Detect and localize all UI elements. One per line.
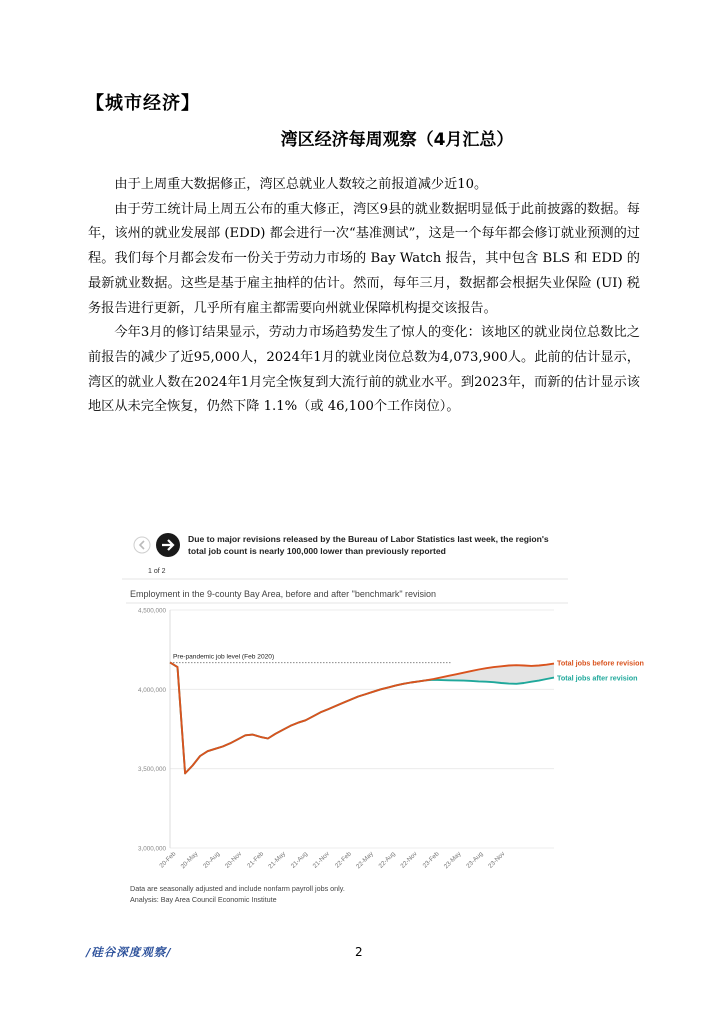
x-tick-label: 20-Feb [158,850,178,870]
page-number: 2 [355,945,363,959]
x-tick-label: 22-May [355,850,375,871]
x-tick-label: 20-Nov [223,850,244,870]
revision-gap-area [170,662,554,773]
x-tick-label: 21-May [267,850,288,871]
chart-note-line1: Data are seasonally adjusted and include nonfarm payroll jobs only. [130,884,345,893]
chart-card [122,526,644,910]
x-tick-label: 21-Aug [289,850,310,870]
x-tick-label: 23-Feb [421,850,441,870]
y-tick-label: 3,500,000 [137,766,166,774]
y-tick-label: 3,000,000 [137,845,166,853]
x-tick-label: 21-Feb [246,850,266,870]
x-tick-label: 22-Aug [377,850,397,870]
y-tick-label: 4,500,000 [137,607,166,615]
plot-area [138,608,644,871]
chart-note-line2: Analysis: Bay Area Council Economic Institute [130,895,277,904]
section-tag: 【城市经济】 [86,93,200,114]
chart-headline-line1: Due to major revisions released by the Bureau of Labor Statistics last week, the region's [188,534,549,544]
x-tick-label: 22-Feb [333,850,353,870]
chart-subtitle: Employment in the 9-county Bay Area, before and after "benchmark" revision [130,589,437,599]
paragraph-2: 由于劳工统计局上周五公布的重大修正，湾区9县的就业数据明显低于此前披露的数据。每年，该州的就业发展部 (EDD) 都会进行一次“基准测试”，这是一个每年都会修订就业预测的过程。我们每个月都会发布一份关于劳动力市场的 Bay Watch 报告，其中包含 BLS 和 EDD 的最新就业数据。这些是基于雇主抽样的估计。然而，每年三月，数据都会根据失业保险 (UI) 税务报告进行更新，几乎所有雇主都需要向州就业保障机构提交该报告。 [88,201,640,316]
next-button[interactable] [156,533,180,557]
employment-chart [122,526,644,910]
prepandemic-label: Pre-pandemic job level (Feb 2020) [173,653,275,661]
x-tick-label: 22-Nov [399,850,419,870]
series-label-after: Total jobs after revision [557,673,638,683]
paragraph-1: 由于上周重大数据修正，湾区总就业人数较之前报道减少近10。 [114,177,488,192]
footer-publication: /硅谷深度观察/ [86,945,172,959]
y-tick-label: 4,000,000 [137,686,166,694]
x-tick-label: 23-May [442,850,463,871]
paragraph-3: 今年3月的修订结果显示，劳动力市场趋势发生了惊人的变化：该地区的就业岗位总数比之前报告的减少了近95,000人，2024年1月的就业岗位总数为4,073,900人。此前的估计显示，湾区的就业人数在2024年1月完全恢复到大流行前的就业水平。到2023年，而新的估计显示该地区从未完全恢复，仍然下降 1.1%（或 46,100个工作岗位）。 [88,325,640,415]
x-tick-label: 23-Aug [465,850,485,870]
x-tick-label: 23-Nov [487,850,507,870]
x-tick-label: 20-May [179,850,200,871]
chart-headline-line2: total job count is nearly 100,000 lower than previously reported [188,546,446,556]
prev-button[interactable] [134,537,150,553]
x-tick-label: 21-Nov [311,850,331,870]
series-label-before: Total jobs before revision [557,658,644,668]
document-title: 湾区经济每周观察（4月汇总） [280,130,514,150]
x-tick-label: 20-Aug [201,850,222,870]
body-text [88,173,640,420]
pager-label: 1 of 2 [148,568,166,575]
